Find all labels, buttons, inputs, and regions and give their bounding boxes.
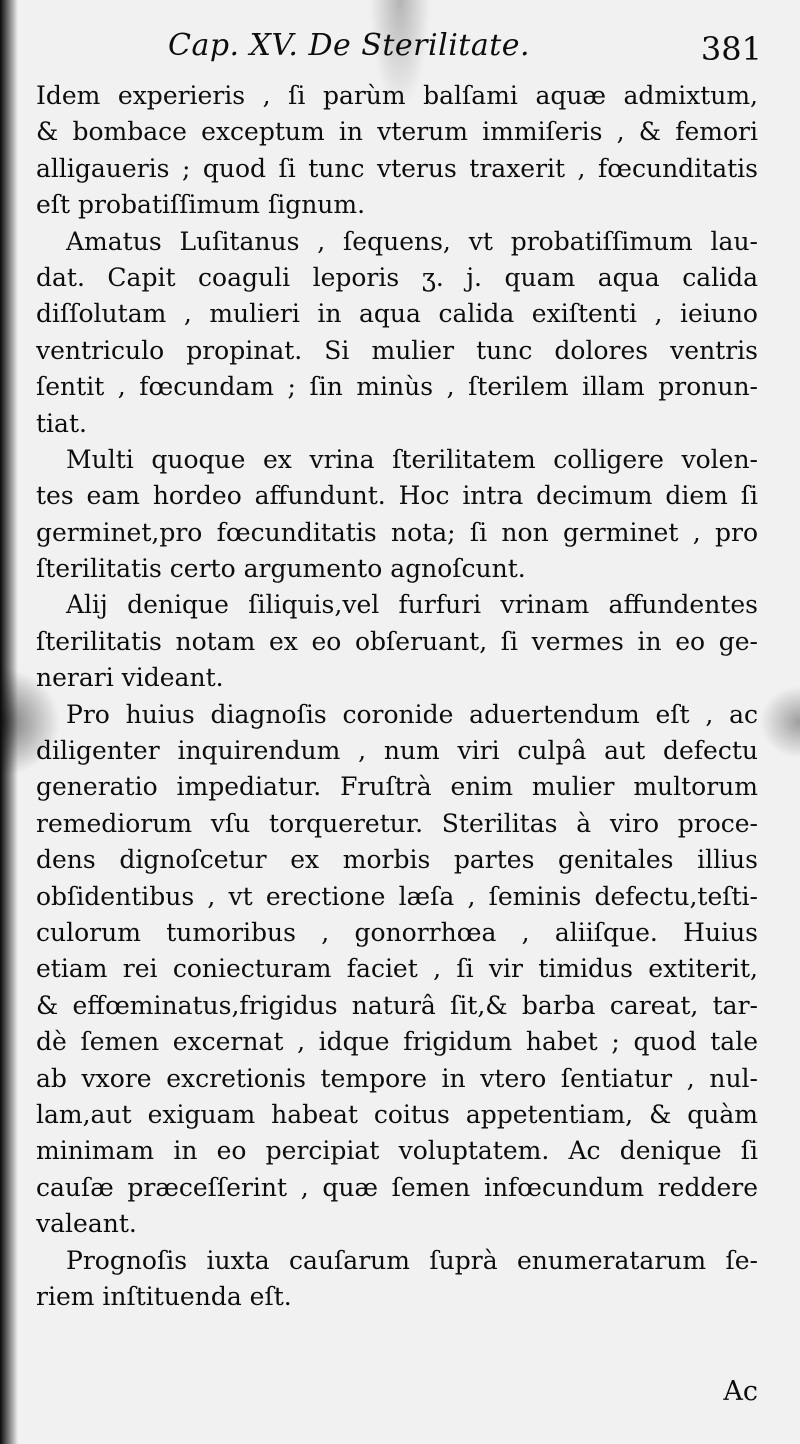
text-line: germinet,pro fœcunditatis nota; ſi non germinet , pro [36,517,758,547]
text-line: ſterilitatis notam ex eo obſeruant, ſi vermes in eo ge- [36,626,758,656]
text-line: ſentit , fœcundam ; ſin minùs , ſterilem illam pronun- [36,372,758,402]
text-line: tiat. [36,408,87,438]
text-line: dè ſemen excernat , idque frigidum habet ; quod tale [36,1027,758,1057]
text-line: cauſæ præceſſerint , quæ ſemen infœcundum reddere [36,1172,758,1202]
text-line: generatio impediatur. Fruſtrà enim mulier multorum [36,772,758,802]
text-line: minimam in eo percipiat voluptatem. Ac denique ſi [36,1136,758,1166]
text-line: ventriculo propinat. Si mulier tunc dolores ventris [36,335,758,365]
text-line: Pro huius diagnoſis coronide aduertendum eſt , ac [66,699,758,729]
text-line: Prognoſis iuxta cauſarum ſuprà enumeratarum ſe- [66,1245,758,1275]
text-line: eſt probatiſſimum ſignum. [36,190,366,220]
text-line: nerari videant. [36,663,224,693]
body-text [36,78,758,1315]
text-line: & bombace exceptum in vterum immiſeris , & femori [36,117,758,147]
text-line: dens dignoſcetur ex morbis partes genitales illius [36,845,758,875]
text-line: dat. Capit coaguli leporis ʒ. j. quam aqua calida [36,262,758,292]
text-line: lam,aut exiguam habeat coitus appetentiam, & quàm [36,1099,758,1129]
running-head: Cap. XV. De Sterilitate. [168,28,531,63]
text-line: Amatus Luſitanus , ſequens, vt probatiſſimum lau- [66,226,758,256]
text-line: Alij denique ſiliquis,vel furfuri vrinam affundentes [66,590,758,620]
text-line: obſidentibus , vt erectione læſa , ſeminis defectu,teſti- [36,881,758,911]
text-line: Idem experieris , ſi parùm balſami aquæ admixtum, [36,81,758,110]
text-line: alligaueris ; quod ſi tunc vterus traxerit , fœcunditatis [36,153,758,183]
catchword: Ac [723,1376,758,1407]
text-line: tes eam hordeo affundunt. Hoc intra decimum diem ſi [36,481,758,511]
text-line: diſſolutam , mulieri in aqua calida exiſtenti , ieiuno [36,299,758,329]
text-line: culorum tumoribus , gonorrhœa , aliiſque. Huius [36,917,758,947]
text-line: Multi quoque ex vrina ſterilitatem colligere volen- [66,444,758,474]
page-header [40,28,760,72]
gutter-shadow [0,0,18,1444]
text-line: ab vxore excretionis tempore in vtero ſentiatur , nul- [36,1063,758,1093]
text-line: diligenter inquirendum , num viri culpâ aut defectu [36,736,758,766]
text-line: etiam rei coniecturam faciet , ſi vir timidus extiterit, [36,954,758,984]
text-line: valeant. [36,1209,137,1239]
text-line: riem inſtituenda eſt. [36,1281,292,1311]
text-line: remediorum vſu torqueretur. Sterilitas à viro proce- [36,808,758,838]
page-number: 381 [700,30,762,68]
text-line: & effœminatus,frigidus naturâ ſit,& barba careat, tar- [36,990,758,1020]
text-line: ſterilitatis certo argumento agnoſcunt. [36,554,526,584]
